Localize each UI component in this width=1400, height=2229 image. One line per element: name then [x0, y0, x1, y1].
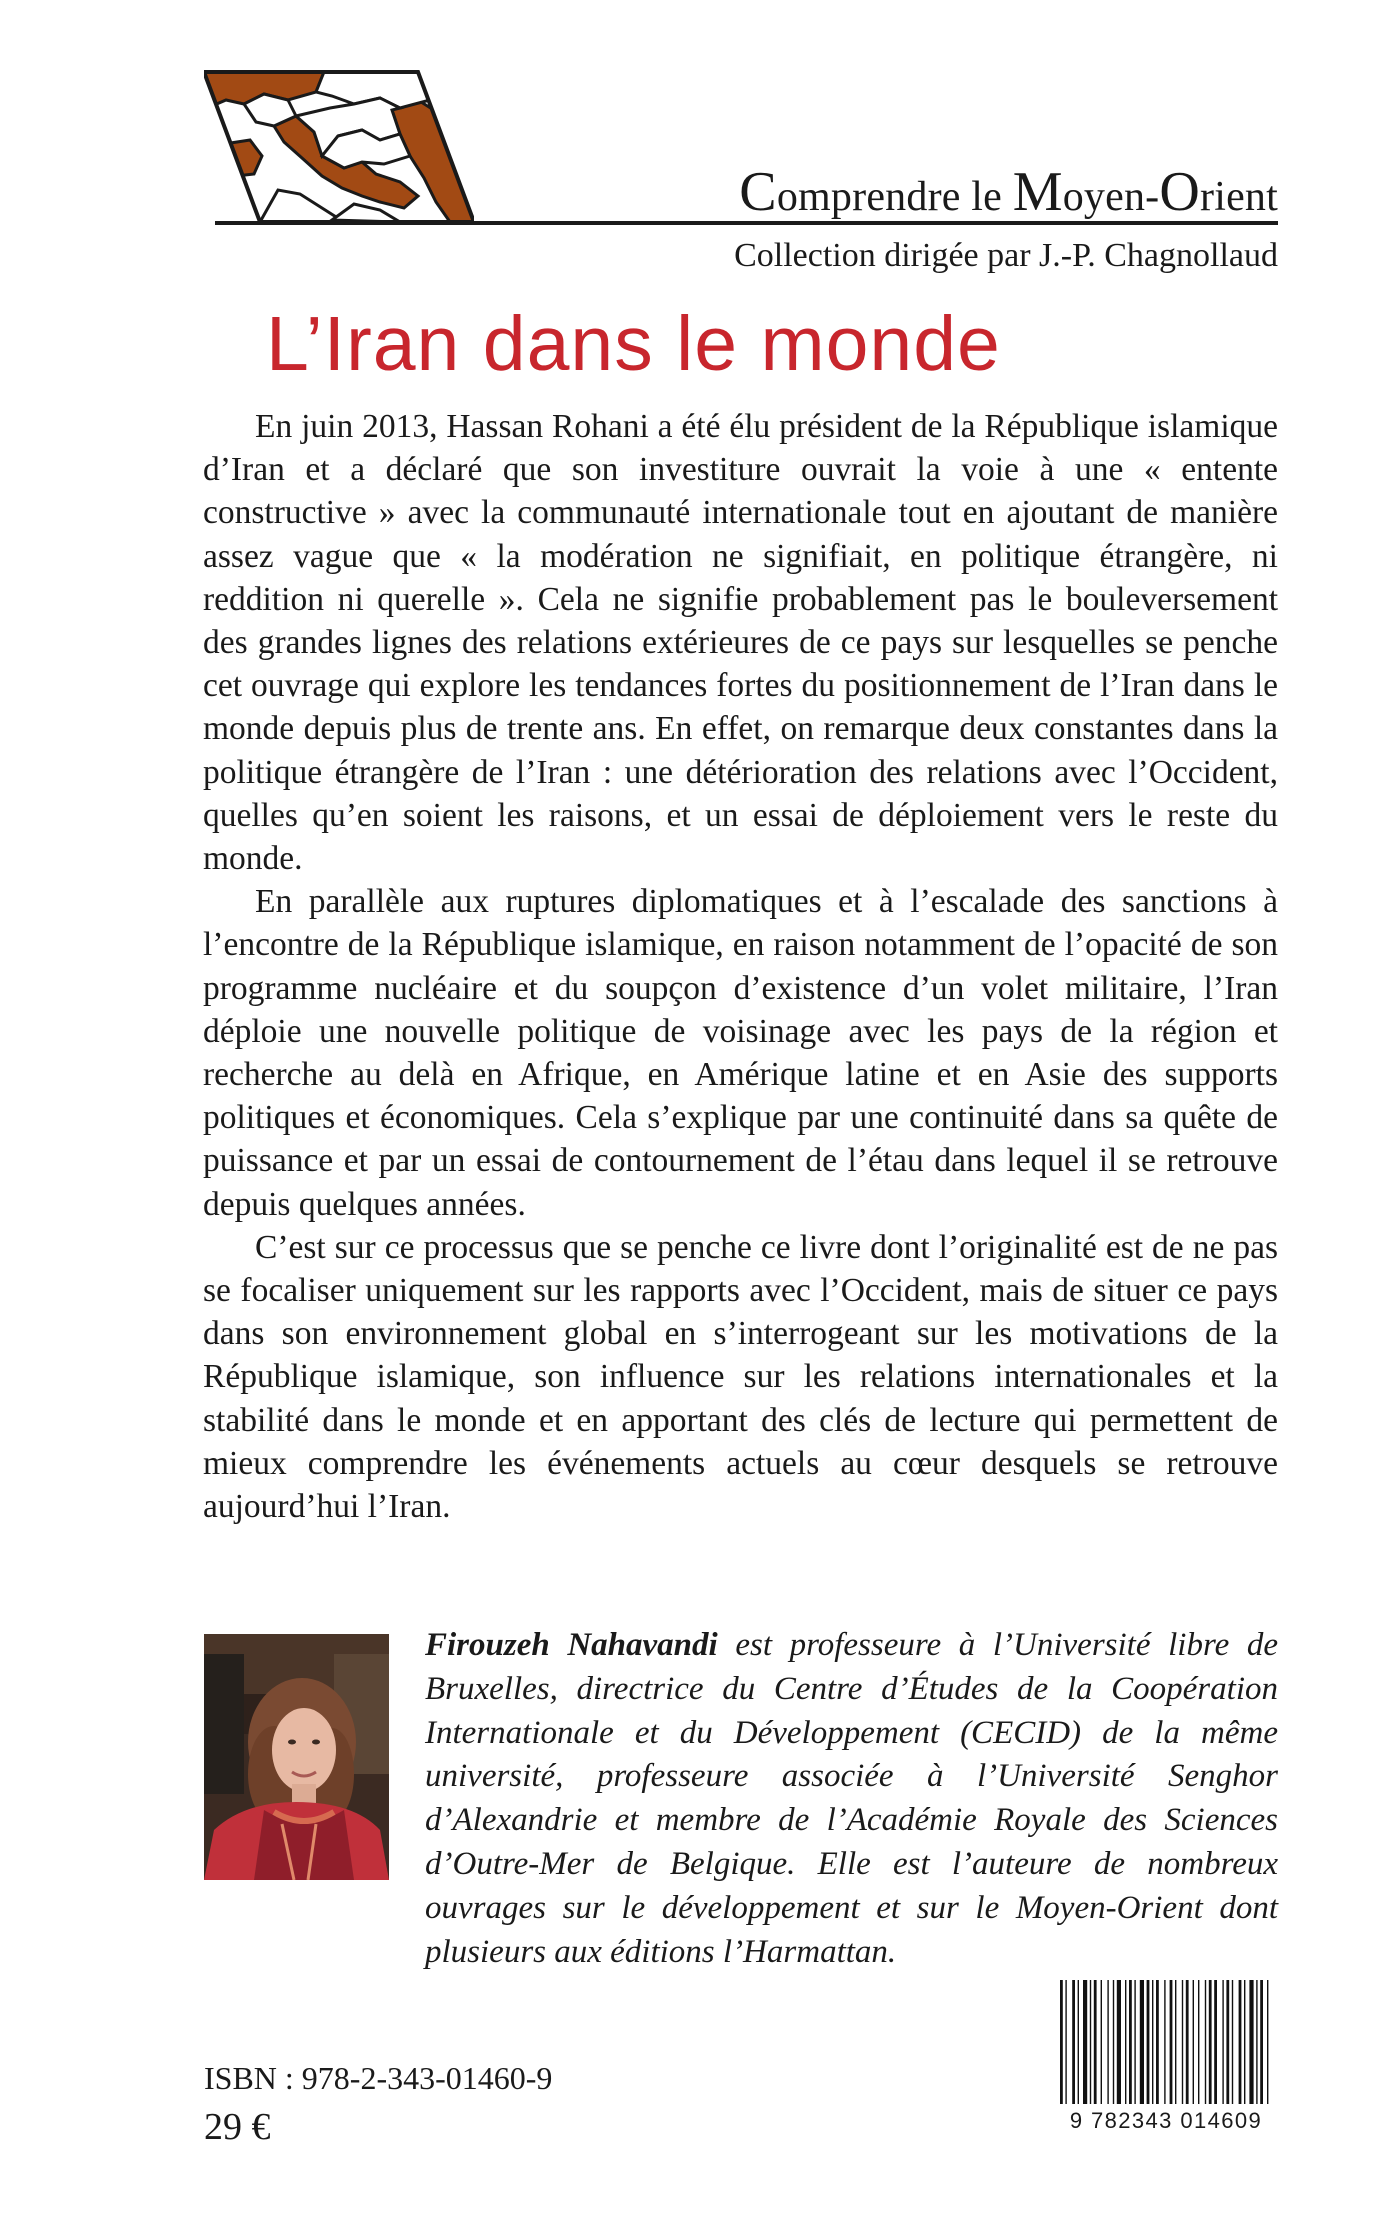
summary-paragraph: En parallèle aux ruptures diplomatiques et à l’escalade des sanctions à l’encontre de la République islamique, en raison notamment de l’opacité de son programme nucléaire et du soupçon d’existence d’un volet militaire, l’Iran déploie une nouvelle politique de voisinage avec les pays de la région et recherche au delà en Afrique, en Amérique latine et en Asie des supports politiques et économiques. Cela s’explique par une continuité dans sa quête de puissance et par un essai de contournement de l’étau dans lequel il se retrouve depuis quelques années.	[203, 883, 1278, 1223]
book-title: L’Iran dans le monde	[266, 301, 1001, 387]
author-bio-text: est professeure à l’Université libre de Bruxelles, directrice du Centre d’Études de la Coopération Internationale et du Développement (CECID) de la même université, professeure associée à l’Université Senghor d’Alexandrie et membre de l’Académie Royale des Sciences d’Outre-Mer de Belgique. Elle est l’auteure de nombreux ouvrages sur le développement et sur le Moyen-Orient dont plusieurs aux éditions l’Harmattan.	[425, 1627, 1278, 1970]
author-photo	[204, 1634, 389, 1880]
series-logo-map	[204, 70, 474, 224]
summary-paragraph: C’est sur ce processus que se penche ce livre dont l’originalité est de ne pas se focaliser uniquement sur les rapports avec l’Occident, mais de situer ce pays dans son environnement global en s’interrogeant sur les motivations de la République islamique, son influence sur les relations internationales et la stabilité dans le monde et en apportant des clés de lecture qui permettent de mieux comprendre les événements actuels au cœur desquels se retrouve aujourd’hui l’Iran.	[203, 1228, 1278, 1526]
barcode-digits: 9 782343 014609	[1049, 2108, 1283, 2134]
series-title: Comprendre le Moyen-Orient	[739, 161, 1278, 223]
book-summary	[203, 405, 1278, 1528]
collection-director: Collection dirigée par J.-P. Chagnollaud	[734, 237, 1278, 274]
author-bio	[425, 1624, 1278, 1974]
author-name: Firouzeh Nahavandi	[425, 1627, 718, 1663]
summary-paragraph: En juin 2013, Hassan Rohani a été élu président de la République islamique d’Iran et a déclaré que son investiture ouvrait la voie à une « entente constructive » avec la communauté internationale tout en ajoutant de manière assez vague que « la modération ne signifiait, en politique étrangère, ni reddition ni querelle ». Cela ne signifie probablement pas le bouleversement des grandes lignes des relations extérieures de ce pays sur lesquelles se penche cet ouvrage qui explore les tendances fortes du positionnement de l’Iran dans le monde depuis plus de trente ans. En effet, on remarque deux constantes dans la politique étrangère de l’Iran : une détérioration des relations avec l’Occident, quelles qu’en soient les raisons, et un essai de déploiement vers le reste du monde.	[203, 408, 1278, 878]
price: 29 €	[204, 2106, 271, 2148]
isbn: ISBN : 978-2-343-01460-9	[204, 2060, 553, 2096]
